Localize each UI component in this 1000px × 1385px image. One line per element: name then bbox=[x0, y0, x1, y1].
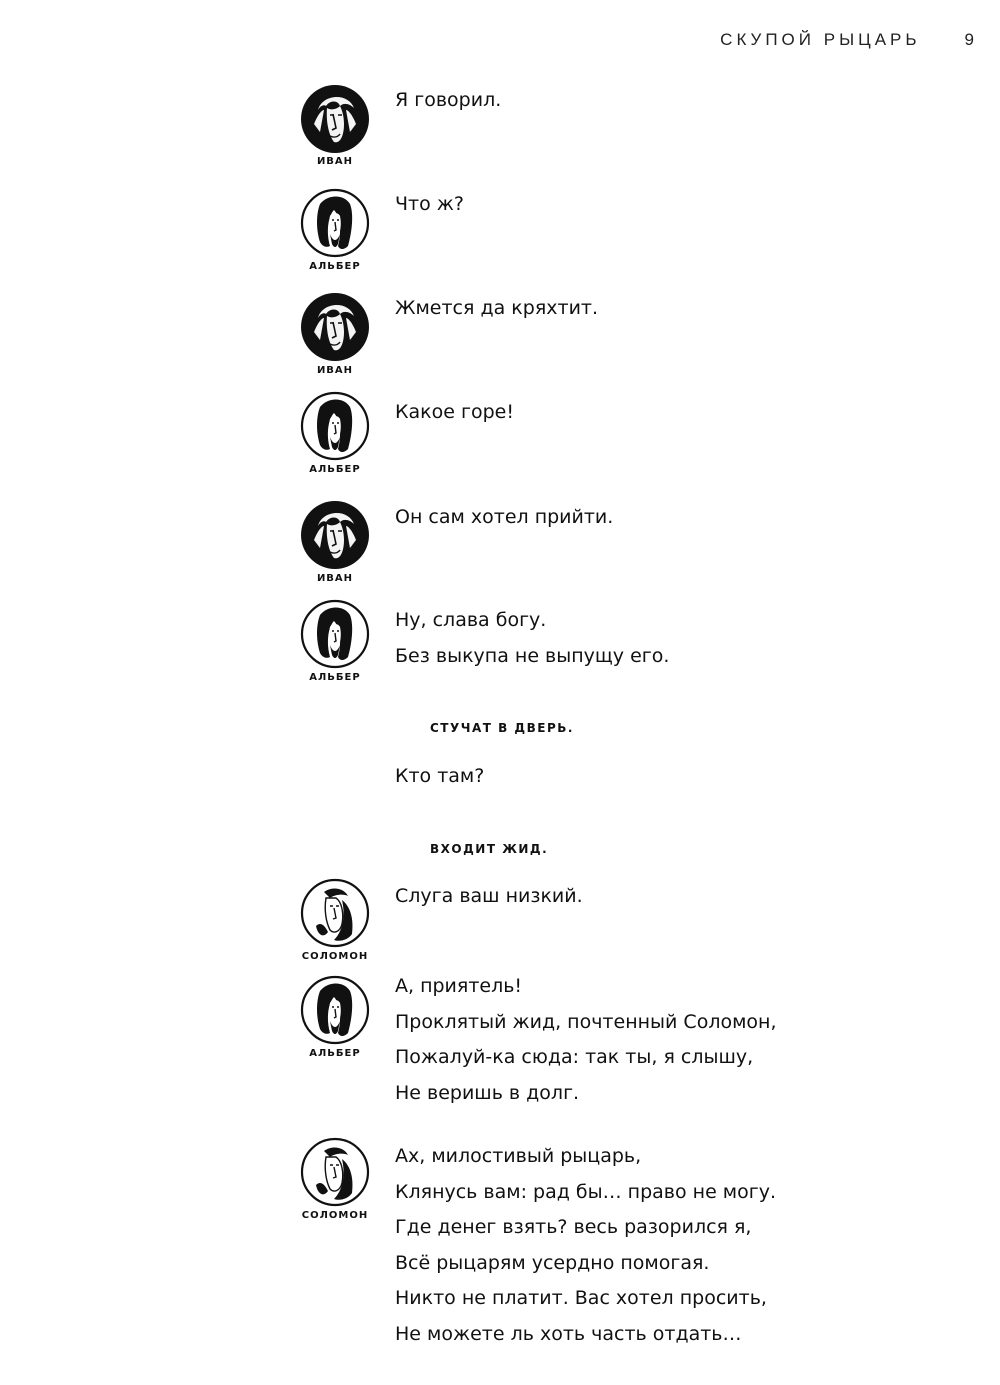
verse-line: Слуга ваш низкий. bbox=[395, 885, 583, 907]
speaker-name: СОЛОМОН bbox=[301, 951, 369, 962]
speaker-name: АЛЬБЕР bbox=[309, 672, 361, 683]
running-head bbox=[720, 30, 974, 50]
verse-line: Где денег взять? весь разорился я, bbox=[395, 1216, 752, 1238]
verse-line: Жмется да кряхтит. bbox=[395, 297, 599, 319]
stage-direction: ВХОДИТ ЖИД. bbox=[430, 842, 549, 856]
alber-portrait-icon bbox=[300, 188, 370, 258]
speaker-name: ИВАН bbox=[316, 573, 354, 584]
verse-line: Что ж? bbox=[395, 193, 464, 215]
verse-line: Он сам хотел прийти. bbox=[395, 506, 614, 528]
verse-line: Какое горе! bbox=[395, 401, 514, 423]
alber-portrait-icon bbox=[300, 975, 370, 1045]
verse-line: Ах, милостивый рыцарь, bbox=[395, 1145, 642, 1167]
alber-portrait-icon bbox=[300, 599, 370, 669]
verse-line: Проклятый жид, почтенный Соломон, bbox=[395, 1010, 777, 1033]
speaker-name: ИВАН bbox=[316, 365, 354, 376]
dialogue-continuation bbox=[395, 759, 484, 795]
verse-line: Кто там? bbox=[395, 765, 485, 787]
ivan-portrait-icon bbox=[300, 292, 370, 362]
ivan-portrait-icon bbox=[300, 84, 370, 154]
speaker-name: АЛЬБЕР bbox=[309, 1048, 361, 1059]
solomon-portrait-icon bbox=[300, 878, 370, 948]
ivan-portrait-icon bbox=[300, 500, 370, 570]
alber-portrait-icon bbox=[300, 391, 370, 461]
verse-line: Я говорил. bbox=[395, 89, 502, 111]
verse-line: Никто не платит. Вас хотел просить, bbox=[395, 1287, 767, 1309]
speaker-name: АЛЬБЕР bbox=[309, 261, 361, 272]
book-title: СКУПОЙ РЫЦАРЬ bbox=[720, 30, 921, 49]
speaker-name: СОЛОМОН bbox=[301, 1210, 369, 1221]
verse-line: Без выкупа не выпущу его. bbox=[395, 644, 670, 667]
verse-line: Не веришь в долг. bbox=[395, 1081, 580, 1104]
verse-line: А, приятель! bbox=[395, 975, 523, 997]
speaker-name: АЛЬБЕР bbox=[309, 464, 361, 475]
stage-direction: СТУЧАТ В ДВЕРЬ. bbox=[430, 721, 574, 735]
verse-line: Не можете ль хоть часть отдать… bbox=[395, 1322, 742, 1345]
speaker-name: ИВАН bbox=[316, 156, 354, 167]
verse-line: Ну, слава богу. bbox=[395, 609, 547, 631]
verse-line: Клянусь вам: рад бы… право не могу. bbox=[395, 1180, 777, 1203]
page-number: 9 bbox=[964, 30, 974, 49]
solomon-portrait-icon bbox=[300, 1137, 370, 1207]
verse-line: Всё рыцарям усердно помогая. bbox=[395, 1251, 710, 1274]
verse-line: Пожалуй-ка сюда: так ты, я слышу, bbox=[395, 1046, 754, 1068]
